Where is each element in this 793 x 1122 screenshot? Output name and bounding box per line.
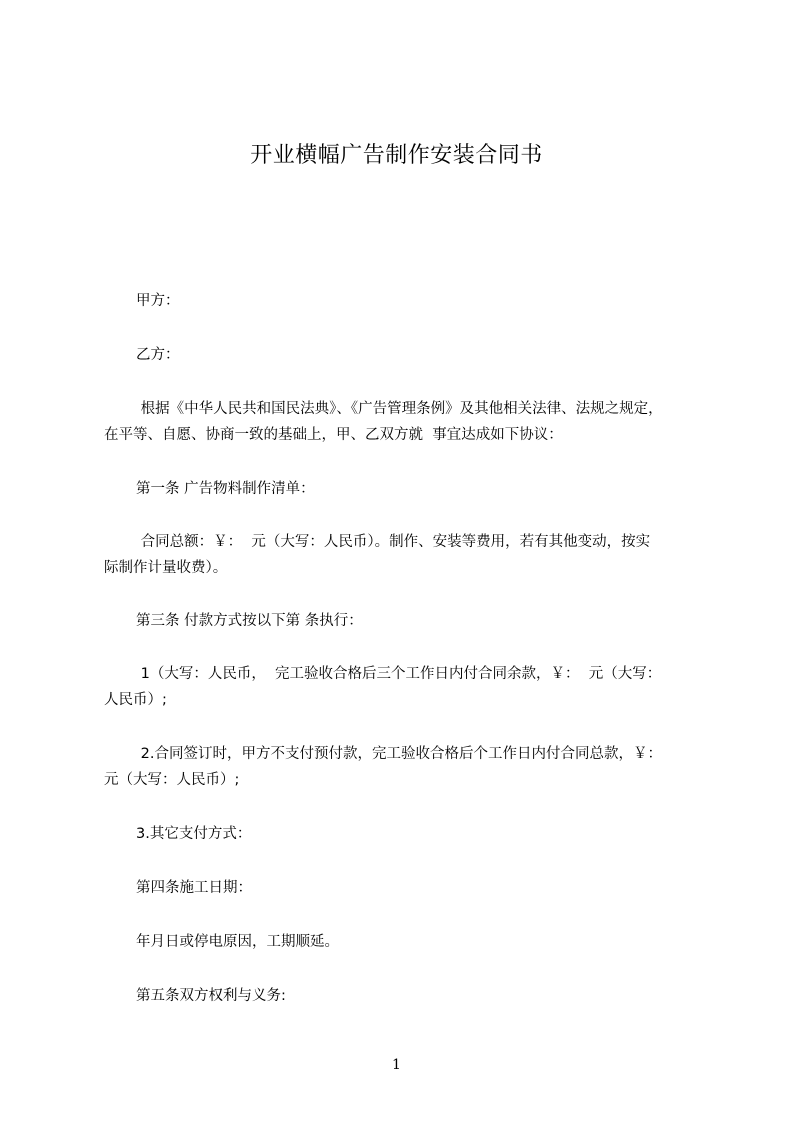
article-1-heading: [104, 476, 732, 502]
party-b-line: [104, 342, 732, 368]
document-title: 开业横幅广告制作安装合同书: [250, 143, 543, 168]
payment-option-3: [104, 821, 732, 847]
total-line-2: 际制作计量收费）。: [104, 560, 228, 576]
payment-option-1: [104, 661, 700, 713]
party-b-label: 乙方：: [136, 347, 180, 363]
intro-line-1: 根据《中华人民共和国民法典》、《广告管理条例》及其他相关法律、法规之规定，: [136, 401, 663, 417]
payment-1-line-1: 1（大写：人民币， 完工验收合格后三个工作日内付合同余款，￥： 元（大写：: [136, 666, 662, 682]
article-5-heading: [104, 983, 732, 1009]
page-number: 1: [392, 1057, 401, 1073]
article-4-text: 第四条施工日期：: [136, 880, 252, 896]
total-amount-paragraph: [104, 529, 700, 581]
payment-1-line-2: 人民币）;: [104, 692, 167, 708]
article-1-text: 第一条 广告物料制作清单：: [136, 481, 315, 497]
payment-option-2: [104, 741, 700, 793]
intro-paragraph: [104, 396, 700, 448]
article-5-text: 第五条双方权利与义务:: [136, 988, 286, 1004]
article-3-heading: [104, 608, 732, 634]
schedule-paragraph: [104, 929, 732, 955]
intro-line-2: 在平等、自愿、协商一致的基础上，甲、乙双方就 事宜达成如下协议：: [104, 427, 563, 443]
schedule-text: 年月日或停电原因，工期顺延。: [136, 934, 339, 950]
payment-2-line-2: 元（大写：人民币）;: [104, 772, 240, 788]
payment-2-line-1: 2.合同签订时，甲方不支付预付款，完工验收合格后个工作日内付合同总款，￥：: [136, 746, 662, 762]
article-4-heading: [104, 875, 732, 901]
article-3-text: 第三条 付款方式按以下第 条执行：: [136, 613, 363, 629]
total-line-1: 合同总额：￥： 元（大写：人民币）。制作、安装等费用，若有其他变动，按实: [136, 534, 651, 550]
party-a-line: [104, 288, 732, 314]
party-a-label: 甲方：: [136, 293, 180, 309]
payment-3-text: 3.其它支付方式：: [136, 826, 252, 842]
